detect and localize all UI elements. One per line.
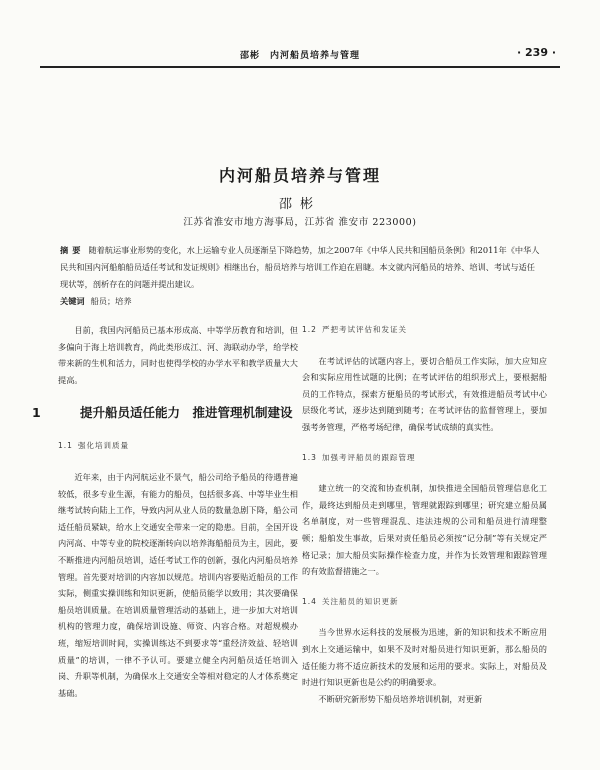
keywords: [60, 296, 540, 307]
paragraph-1-3: 建立统一的交流和协查机制，加快推进全国船员管理信息化工作，最终达到船员走到哪里，管理就跟踪到哪里；研究建立船员属名单制度，对一些管理混乱、违法违规的公司和船员进行清理整顿；船舶发生事故，后果对责任船员必须按“记分制”等有关规定严格记录；加大船员实际操作检查力度，并作为长效管理和跟踪管理的有效监督措施之一。: [302, 483, 547, 577]
left-column: [32, 322, 298, 701]
paragraph-1-1: 近年来，由于内河航运业不景气，船公司给予船员的待遇普遍较低，很多专业生源，有能力的船员，包括很多高、中等毕业生相继考试转向陆上工作，导致内河从业人员的数量急剧下降，船公司适任船员紧缺，给水上交通安全带来一定的隐患。目前，全国开设内河高、中等专业的院校逐渐转向以培养海船船员为主，因此，要不断推进内河船员培训，适任考试工作的创新，强化内河船员培养管理。首先要对培训的内容加以规范。培训内容要贴近船员的工作实际，侧重实操训练和知识更新，使船员能学以致用；其次要确保船员培训质量。在培训质量管理活动的基础上，进一步加大对培训机构的管理力度，确保培训设施、师资、内容合格。对超规模办班，缩短培训时间，实操训练达不到要求等“重经济效益、轻培训质量”的培训，一律不予认可。要建立健全内河船员适任培训入岗、升职等机制，为确保水上交通安全等相对稳定的人才体系奠定基础。: [58, 471, 298, 698]
keywords-label: 关键词: [60, 296, 85, 306]
article-title: 内河船员培养与管理: [218, 166, 381, 185]
subsection-1-1-number: 1.1: [58, 441, 73, 451]
section-1-number: 1: [32, 405, 41, 421]
header-rule: [40, 66, 560, 68]
subsection-1-2-title: 严把考试评估和发证关: [322, 325, 407, 334]
abstract: [60, 242, 540, 293]
subsection-1-4-title: 关注船员的知识更新: [322, 596, 399, 606]
subsection-1-2-heading: [302, 322, 547, 339]
abstract-text: 随着航运事业形势的变化，水上运输专业人员逐渐呈下降趋势，加之2007年《中华人民共和国船员条例》和2011年《中华人民共和国内河船舶船员适任考试和发证规则》相继出台，船员培养与培训工作迫在眉睫。本文就内河船员的培养、培训、考试与适任现状等，剖析存在的问题并提出建议。: [60, 245, 540, 289]
section-1-title: 提升船员适任能力 推进管理机制建设: [80, 405, 293, 421]
paragraph-1-4a: 当今世界水运科技的发展极为迅速，新的知识和技术不断应用到水上交通运输中，如果不及时对船员进行知识更新，那么船员的适任能力将不适应新技术的发展和运用的要求。实际上，对船员及时进行知识更新也是公约的明确要求。: [302, 627, 547, 688]
section-1-heading: [32, 402, 298, 424]
subsection-1-2-number: 1.2: [302, 325, 317, 334]
keywords-text: 船员；培养: [90, 296, 132, 306]
running-title: 邵彬 内河船员培养与管理: [240, 51, 361, 61]
paragraph-1-4b: 不断研究新形势下船员培养培训机制，对更新: [318, 693, 483, 704]
subsection-1-3-heading: [302, 450, 547, 467]
right-column: [302, 322, 547, 707]
subsection-1-4-heading: [302, 594, 547, 611]
subsection-1-3-title: 加强考评船员的跟踪管理: [322, 452, 416, 462]
abstract-label: 摘要: [60, 245, 85, 255]
paragraph-1-2: 在考试评估的试题内容上，要切合船员工作实际，加大应知应会和实际应用性试题的比例；在考试评估的组织形式上，要根据船员的工作特点，探索方便船员的考试形式，有效推进船员考试中心层级化考试，逐步达到随到随考；在考试评估的监督管理上，要加强考务管理，严格考场纪律，确保考试成绩的真实性。: [302, 355, 547, 432]
subsection-1-4-number: 1.4: [302, 596, 317, 606]
subsection-1-1-title: 强化培训质量: [78, 441, 129, 451]
article-author: 邵彬: [278, 197, 321, 212]
page-header: [40, 44, 560, 64]
intro-paragraph: 目前，我国内河船员已基本形成高、中等学历教育和培训，但多偏向于海上培训教育，尚此类形成江、河、海联动办学，给学校带来新的生机和活力，同时也使得学校的办学水平和教学质量大大提高。: [58, 325, 298, 385]
page-number: · 239 ·: [517, 46, 556, 59]
subsection-1-3-number: 1.3: [302, 452, 317, 462]
subsection-1-1-heading: [58, 438, 298, 455]
article-affiliation: 江苏省淮安市地方海事局，江苏省 淮安市 223000): [183, 217, 417, 228]
